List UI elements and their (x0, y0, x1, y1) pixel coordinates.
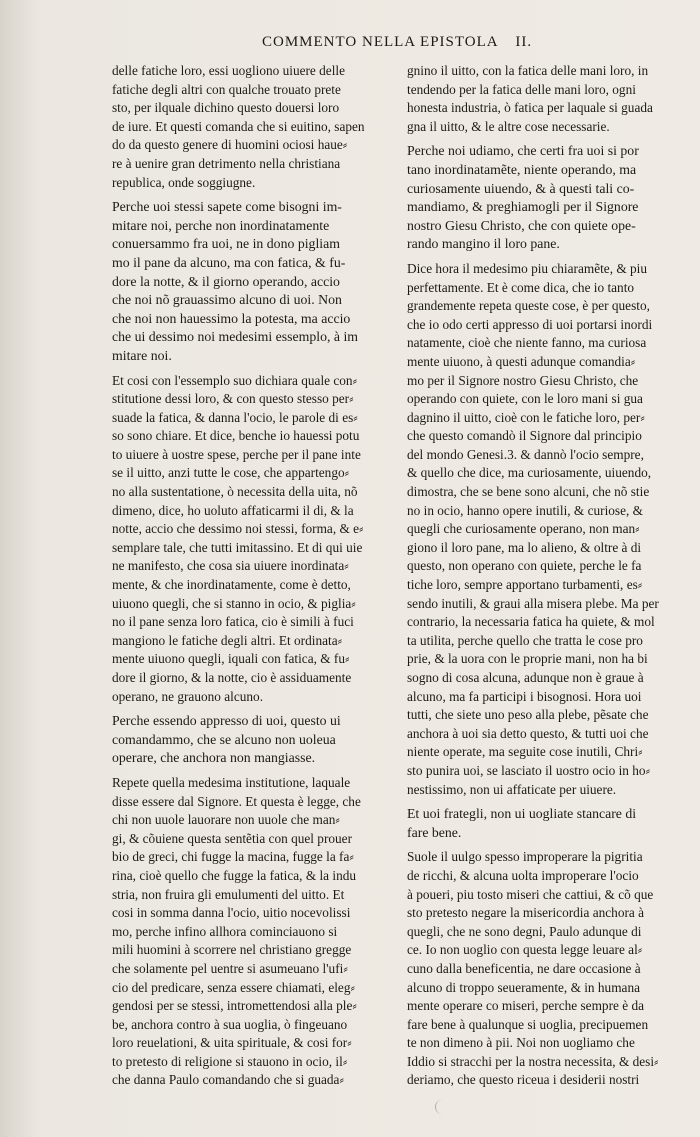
text-line: semplare tale, che tutti imitassino. Et di qui uie (112, 539, 363, 555)
text-line: tano inordinatamẽte, niente operando, ma (407, 161, 637, 177)
text-line: se il uitto, anzi tutte le cose, che appartengo⸗ (112, 465, 350, 481)
text-line: dore il giorno, & la notte, cio è assiduamente (112, 670, 352, 685)
text-line: ne manifesto, che cosa sia uiuere inordinata⸗ (112, 558, 349, 574)
text-line: perfettamente. Et è come dica, che io tanto (407, 279, 635, 295)
text-line: del mondo Genesi.3. & dannò l'ocio sempre, (407, 446, 644, 462)
text-line: notte, accio che dessimo noi stessi, forma, & e⸗ (112, 521, 364, 537)
text-line: gna il uitto, & le altre cose necessarie. (407, 118, 610, 134)
commentary-paragraph (112, 372, 392, 707)
text-line: mitare noi. (112, 347, 172, 363)
text-line: fare bene à qualunque si uoglia, precipuemen (407, 1016, 649, 1032)
text-line: Iddio si stracchi per la nostra necessita, & desi⸗ (407, 1053, 659, 1069)
text-line: delle fatiche loro, essi uogliono uiuere delle (112, 63, 345, 78)
text-line: operano, ne grauono alcuno. (112, 688, 264, 704)
text-line: do da questo genere di huomini ociosi haue⸗ (112, 137, 348, 153)
text-line: Dice hora il medesimo piu chiaramẽte, & piu (407, 260, 648, 276)
text-line: Perche noi udiamo, che certi fra uoi si por (407, 143, 639, 159)
text-line: quegli, che ne sono degni, Paulo adunque di (407, 923, 642, 939)
text-line: mo per il Signore nostro Giesu Christo, che (407, 372, 639, 388)
text-line: che noi nõ grauassimo alcuno di uoi. Non (112, 292, 342, 308)
text-line: stria, non fruira gli emulumenti del uitto. Et (112, 886, 345, 902)
right-text-column (407, 62, 689, 1096)
text-line: tiche loro, sempre apportano turbamenti, es⸗ (407, 577, 643, 593)
text-line: sto, per ilquale dichino questo douersi loro (112, 100, 340, 116)
text-line: mente uiuono quegli, iquali con fatica, & fu⸗ (112, 651, 350, 667)
text-line: re à uenire gran detrimento nella christiana (112, 155, 341, 171)
text-line: che noi non hauessimo la potesta, ma accio (112, 310, 351, 326)
text-line: de ricchi, & alcuna uolta improperare l'ocio (407, 867, 639, 883)
text-line: Perche uoi stessi sapete come bisogni im- (112, 199, 342, 215)
text-line: nostro Giesu Christo, che con quiete ope- (407, 217, 636, 233)
text-line: che io odo certi appresso di uoi portarsi inordi (407, 316, 653, 332)
commentary-paragraph (112, 62, 392, 192)
text-line: sogno di cosa alcuna, adunque non è graue à (407, 670, 644, 685)
text-line: to uiuere à uostre spese, perche per il pane inte (112, 446, 361, 462)
text-line: uiuono quegli, che si stanno in ocio, & piglia⸗ (112, 595, 356, 611)
text-line: chi non uuole lauorare non uuole che man⸗ (112, 812, 340, 828)
commentary-paragraph (407, 260, 689, 799)
text-line: suade la fatica, & danna l'ocio, le parole di es⸗ (112, 409, 358, 425)
text-line: republica, onde soggiugne. (112, 174, 256, 190)
text-line: conuersammo fra uoi, ne in dono pigliam (112, 236, 340, 252)
text-line: che danna Paulo comandando che si guada⸗ (112, 1072, 344, 1088)
text-line: cuno dalla beneficentia, ne dare occasione à (407, 960, 641, 976)
text-line: Et cosi con l'essemplo suo dichiara quale con⸗ (112, 372, 357, 388)
commentary-paragraph (407, 62, 689, 136)
scripture-lemma (112, 198, 392, 365)
text-line: sto pretesto negare la misericordia anchora à (407, 905, 645, 921)
text-line: cosi in somma danna l'ocio, uitio nocevolissi (112, 905, 351, 921)
page-mark (435, 1100, 448, 1114)
scripture-lemma (407, 805, 689, 842)
running-header (262, 34, 682, 54)
text-line: be, anchora contro à sua uoglia, ò fingeuano (112, 1016, 348, 1032)
text-line: mili huomini à scorrere nel christiano gregge (112, 942, 352, 958)
text-line: disse essere dal Signore. Et questa è legge, che (112, 793, 361, 809)
text-line: de iure. Et questi comanda che si euitino, sapen (112, 118, 365, 134)
text-line: gnino il uitto, con la fatica delle mani loro, in (407, 63, 649, 78)
text-line: che questo comandò il Signore dal principio (407, 428, 642, 444)
text-line: mangiono le fatiche degli altri. Et ordinata⸗ (112, 632, 343, 648)
text-line: rando mangino il loro pane. (407, 236, 560, 252)
commentary-paragraph (407, 848, 689, 1090)
text-line: sendo inutili, & graui alla misera plebe. Ma per (407, 595, 659, 611)
folio-number: II. (515, 34, 533, 50)
text-line: che solamente pel uentre si asumeuano l'ufi⸗ (112, 960, 348, 976)
text-line: dimostra, che se bene sono alcuni, che nõ stie (407, 484, 650, 500)
text-line: Perche essendo appresso di uoi, questo ui (112, 713, 341, 729)
text-line: Repete quella medesima institutione, laquale (112, 774, 351, 790)
left-text-column (112, 62, 392, 1096)
text-line: dimeno, dice, ho uoluto affaticarmi il di, & la (112, 502, 354, 518)
text-line: rina, cioè quello che fugge la fatica, & la indu (112, 867, 357, 883)
text-line: deriamo, che questo riceua i desiderii nostri (407, 1072, 640, 1088)
text-line: mitare noi, perche non inordinatamente (112, 217, 330, 233)
text-line: curiosamente uiuendo, & à questi tali co- (407, 180, 635, 196)
text-line: tendendo per la fatica delle mani loro, ogni (407, 81, 636, 97)
text-line: no il pane senza loro fatica, cio è simili à fuci (112, 614, 354, 630)
text-line: mente uiuono, à questi adunque comandia⸗ (407, 353, 636, 369)
text-line: tutti, che siete uno peso alla plebe, pẽsate che (407, 707, 649, 723)
text-line: mandiamo, & preghiamogli per il Signore (407, 199, 639, 215)
text-line: fatiche degli altri con qualche trouato prete (112, 81, 341, 97)
text-line: mente operare co miseri, perche sempre è da (407, 998, 645, 1014)
text-line: stitutione dessi loro, & con questo stesso per⸗ (112, 391, 354, 407)
text-line: quegli che curiosamente operano, non man⸗ (407, 521, 640, 537)
text-line: bio de greci, chi fugge la macina, fugge la fa⸗ (112, 849, 354, 865)
text-line: sto punira uoi, se lasciato il uostro ocio in ho⸗ (407, 762, 650, 778)
text-line: giono il loro pane, ma lo alieno, & oltre à di (407, 539, 642, 555)
text-line: ta utilita, perche quello che tratta le cose pro (407, 632, 643, 648)
text-line: anchora à uoi sia detto questo, & tutti uoi che (407, 725, 649, 741)
text-line: natamente, cioè che niente fanno, ma curiosa (407, 335, 647, 351)
text-line: loro reuelationi, & uita spirituale, & cosi for⸗ (112, 1035, 352, 1051)
text-line: mo il pane da alcuno, ma con fatica, & fu- (112, 254, 346, 270)
text-line: fare bene. (407, 824, 462, 840)
text-line: operando con quiete, con le loro mani si gua (407, 391, 643, 407)
text-line: comandammo, che se alcuno non uoleua (112, 731, 336, 747)
text-line: Suole il uulgo spesso improperare la pigritia (407, 849, 643, 865)
text-line: dagnino il uitto, cioè con le fatiche loro, per⸗ (407, 409, 645, 425)
text-line: contrario, la necessaria fatica ha quiete, & mol (407, 614, 655, 630)
text-line: Et uoi frategli, non ui uogliate stancare di (407, 806, 637, 822)
text-line: dore la notte, & il giorno operando, accio (112, 273, 340, 289)
text-line: alcuno di troppo seueramente, & in humana (407, 979, 640, 995)
text-line: niente operate, ma seguite cose inutili, Chri⸗ (407, 744, 643, 760)
text-line: & quello che dice, ma curiosamente, uiuendo, (407, 465, 652, 481)
text-line: prie, & la uora con le proprie mani, non ha bi (407, 651, 648, 667)
text-line: cio del predicare, senza essere chiamati, eleg⸗ (112, 979, 355, 995)
text-line: to pretesto di religione si stauono in ocio, il⸗ (112, 1053, 348, 1069)
text-line: honesta industria, ò fatica per laquale si guada (407, 100, 653, 116)
text-line: che ui dessimo noi medesimi essemplo, à im (112, 329, 359, 345)
commentary-paragraph (112, 774, 392, 1090)
text-line: questo, non operano con quiete, perche le fa (407, 558, 642, 574)
text-line: no in ocio, hanno opere inutili, & curiose, & (407, 502, 643, 518)
text-line: te non dimeno à pii. Noi non uogliamo che (407, 1035, 635, 1051)
running-title: COMMENTO NELLA EPISTOLA (262, 34, 499, 50)
text-line: operare, che anchora non mangiasse. (112, 750, 316, 766)
text-line: so sono chiare. Et dice, benche io hauessi potu (112, 428, 360, 444)
text-line: gendosi per se stessi, intromettendosi alla ple⸗ (112, 998, 357, 1014)
text-line: ce. Io non uoglio con questa legge leuare al⸗ (407, 942, 643, 958)
text-line: grandemente repeta queste cose, è per questo, (407, 298, 650, 314)
text-line: nestissimo, non ui affaticate per uiuere. (407, 781, 617, 797)
text-line: à poueri, piu tosto miseri che cattiui, & cõ que (407, 886, 654, 902)
text-line: gi, & cõuiene questa sentẽtia con quel prouer (112, 830, 352, 846)
text-line: alcuno, ma fa participi i bisognosi. Hora uoi (407, 688, 642, 704)
text-line: mente, & che inordinatamente, come è detto, (112, 577, 351, 593)
scripture-lemma (407, 142, 689, 254)
text-line: no alla sustentatione, ò necessita della uita, nõ (112, 484, 358, 500)
text-line: mo, perche infino allhora cominciauono si (112, 923, 338, 939)
scripture-lemma (112, 712, 392, 768)
